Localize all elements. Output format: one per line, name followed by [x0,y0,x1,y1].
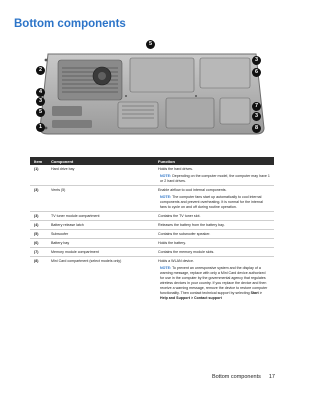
row-function-text: Enable airflow to cool internal components. [158,187,227,192]
header-item: Item [34,159,43,164]
callout-left-3: 3 [36,97,45,106]
table-row [30,221,274,230]
callout-left-5: 1 [36,123,45,132]
row-item: (6) [34,240,39,245]
row-component: Battery bay [51,240,70,245]
table-row [30,212,274,221]
callout-right-2: 6 [252,68,261,77]
note-label: NOTE: [160,265,172,270]
row-item: (4) [34,222,39,227]
callout-left-2: 4 [36,88,45,97]
row-function [158,257,274,302]
row-component: Battery release latch [51,222,84,227]
row-note [158,195,270,210]
row-function [158,165,274,185]
callout-left-1: 2 [36,66,45,75]
callout-left-4: 5 [36,108,45,117]
components-table [30,157,274,302]
row-function-text: Holds the hard drives. [158,166,193,171]
table-row [30,239,274,248]
row-component: Mini Card compartment (select models only) [51,258,122,263]
callout-right-3: 7 [252,102,261,111]
row-component: Hard drive bay [51,166,75,171]
note-label: NOTE: [160,194,172,199]
row-item: (7) [34,249,39,254]
callout-right-4: 3 [252,112,261,121]
table-row [30,257,274,302]
page-footer [212,374,275,380]
header-function: Function [158,159,175,164]
row-function: Contains the TV tuner slot. [158,213,201,218]
row-component: Vents (5) [51,187,66,192]
page-title: Bottom components [14,18,126,30]
row-note [158,174,270,184]
row-item: (3) [34,213,39,218]
header-component: Component [51,159,74,164]
row-note [158,266,270,301]
laptop-bottom-drawing [34,40,270,140]
row-component: TV tuner module compartment [51,213,100,218]
row-function: Releases the battery from the battery bay. [158,222,225,227]
row-function-text: Holds a WLAN device. [158,258,194,263]
footer-section: Bottom components [211,374,261,380]
note-menu-path: Start > Help and Support > Contact support [160,290,262,300]
row-function: Holds the battery. [158,240,186,245]
row-function [158,186,274,211]
note-text: Depending on the computer model, the computer may have 1 or 2 hard drives. [160,173,270,183]
callout-top: 5 [146,40,155,49]
row-function: Contains the subwoofer speaker. [158,231,211,236]
table-header [30,157,274,165]
row-component: Subwoofer [51,231,69,236]
row-item: (1) [34,166,39,171]
row-item: (5) [34,231,39,236]
row-function: Contains the memory module slots. [158,249,215,254]
table-row [30,248,274,257]
page-number: 17 [268,374,275,380]
callout-right-1: 3 [252,56,261,65]
row-item: (8) [34,258,39,263]
table-row [30,186,274,212]
laptop-bottom-illustration [34,40,270,140]
note-text: To prevent an unresponsive system and the display of a warning message, replace with only a Mini Card device authorized for use in the computer by the governmental agency that regulates wireless devices in your country. If you replace the device and then receive a warning message, remove the device to restore computer functionality. Then contact technical support by selecting [160,265,268,295]
table-row [30,230,274,239]
table-row [30,165,274,186]
row-item: (3) [34,187,39,192]
callout-right-5: 8 [252,124,261,133]
note-text: The computer fans start up automatically to cool internal components and prevent overheating. It is normal for the internal fans to cycle on and off during routine operation. [160,194,263,209]
note-label: NOTE: [160,173,172,178]
row-component: Memory module compartment [51,249,99,254]
